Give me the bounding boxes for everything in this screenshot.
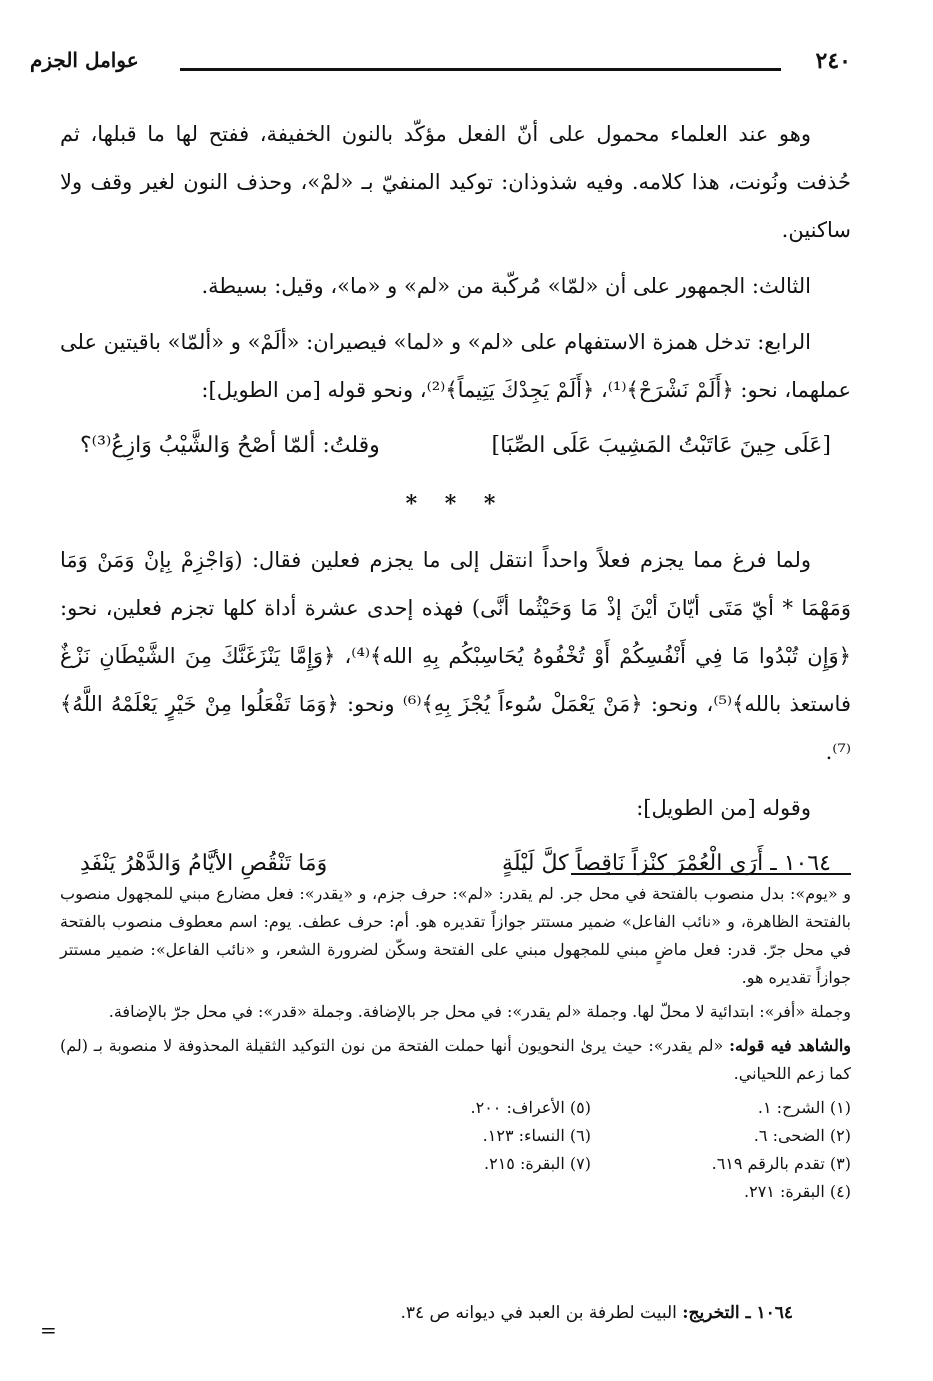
verse-2-second-hemistich: وَمَا تَنْقُصِ الأيَّامُ وَالدَّهْرُ يَنْفَدِ — [80, 851, 328, 876]
verse-1-second-hemistich: وقلتُ: ألمّا أصْحُ وَالشَّيْبُ وَازِعُ⁽³⁾؟ — [80, 433, 380, 458]
reference-list — [331, 1094, 851, 1206]
paragraph-5: وقوله [من الطويل]: — [636, 796, 811, 820]
verse-1-first-hemistich: [عَلَى حِينَ عَاتَبْتُ المَشِيبَ عَلَى الصِّبَا] — [491, 433, 831, 458]
verse-2-first-hemistich: ١٠٦٤ ـ أَرَى الْعُمْرَ كنْزاً نَاقِصاً كلَّ لَيْلَةٍ — [502, 851, 831, 876]
paragraph-4: ولما فرغ مما يجزم فعلاً واحداً انتقل إلى ما يجزم فعلين فقال: (وَاجْزِمْ بِإنْ وَمَنْ وَمَا وَمَهْمَا * أيّ مَتَى أيّانَ أيْنَ إذْ مَا وَحَيْثُما أنَّى) فهذه إحدى عشرة أداة كلها تجزم فعلين، نحو: ﴿وَإِن تُبْدُوا مَا فِي أَنْفُسِكُمْ أَوْ تُخْفُوهُ يُحَاسِبْكُم بِهِ الله﴾⁽⁴⁾، ﴿وَإِمَّا يَنْزَغَنَّكَ مِنَ الشَّيْطَانِ نَزْغٌ فاستعذ بالله﴾⁽⁵⁾، ونحو: ﴿مَنْ يَعْمَلْ سُوءاً يُجْزَ بِهِ﴾⁽⁶⁾ ونحو: ﴿وَمَا تَفْعَلُوا مِنْ خَيْرٍ يَعْلَمْهُ اللَّهُ﴾⁽⁷⁾. — [60, 548, 851, 764]
footnote-3-label: والشاهد فيه قوله: — [729, 1036, 851, 1055]
footnote-3 — [60, 1032, 851, 1088]
page-number: ٢٤٠ — [815, 48, 851, 74]
paragraph-2: الثالث: الجمهور على أن «لمّا» مُركّبة من «لم» و «ما»، وقيل: بسيطة. — [201, 274, 811, 298]
takhrij-note — [400, 1303, 793, 1323]
footnote-3-text: «لم يقدر»: حيث يرىٰ النحويون أنها حملت الفتحة من نون التوكيد الثقيلة المحذوفة لا منصوبة بـ (لم) كما زعم اللحياني. — [60, 1036, 851, 1083]
reference-item: (٥) الأعراف: ٢٠٠. — [470, 1098, 591, 1117]
paragraph-1: وهو عند العلماء محمول على أنّ الفعل مؤكّد بالنون الخفيفة، ففتح لها ما قبلها، ثم حُذفت ونُونت، هذا كلامه. وفيه شذوذان: توكيد المنفيّ بـ «لمْ»، وحذف النون لغير وقف ولا ساكنين. — [60, 122, 851, 242]
reference-item: (٢) الضحى: ٦. — [753, 1126, 851, 1145]
footnote-1: و «يوم»: بدل منصوب بالفتحة في محل جر. لم يقدر: «لم»: حرف جزم، و «يقدر»: فعل مضارع مبني للمجهول منصوب بالفتحة الظاهرة، و «نائب الفاعل» ضمير مستتر جوازاً تقديره هو. أم: حرف عطف. يوم: اسم معطوف منصوب بالفتحة في محل جرّ. قدر: فعل ماضٍ مبني للمجهول مبني على الفتحة وسكّن لضرورة الشعر، و «نائب الفاعل»: ضمير مستتر جوازاً تقديره هو. — [60, 884, 851, 987]
takhrij-text: البيت لطرفة بن العبد في ديوانه ص ٣٤. — [400, 1303, 677, 1323]
reference-item: (١) الشرح: ١. — [757, 1098, 851, 1117]
margin-mark: = — [40, 1318, 57, 1342]
body-text — [60, 110, 851, 898]
footnote-rule — [571, 873, 851, 875]
footnote-2: وجملة «أفر»: ابتدائية لا محلّ لها. وجملة «لم يقدر»: في محل جر بالإضافة. وجملة «قدر»: في محل جرّ بالإضافة. — [108, 1002, 851, 1021]
reference-item: (٦) النساء: ١٢٣. — [482, 1126, 591, 1145]
section-separator: * * * — [405, 491, 506, 517]
header-rule — [180, 68, 781, 71]
paragraph-3: الرابع: تدخل همزة الاستفهام على «لم» و «لما» فيصيران: «ألَمْ» و «ألمّا» باقيتين على عملهما، نحو: ﴿أَلَمْ نَشْرَحْ﴾⁽¹⁾، ﴿أَلَمْ يَجِدْكَ يَتِيماً﴾⁽²⁾، ونحو قوله [من الطويل]: — [60, 330, 851, 402]
page-header — [30, 48, 851, 88]
reference-item: (٤) البقرة: ٢٧١. — [744, 1182, 851, 1201]
footnotes — [60, 880, 851, 1206]
verse-1 — [60, 422, 851, 470]
takhrij-label: ١٠٦٤ ـ التخريج: — [682, 1303, 793, 1323]
reference-item: (٣) تقدم بالرقم ٦١٩. — [711, 1154, 851, 1173]
reference-item: (٧) البقرة: ٢١٥. — [484, 1154, 591, 1173]
running-title: عوامل الجزم — [30, 48, 139, 72]
